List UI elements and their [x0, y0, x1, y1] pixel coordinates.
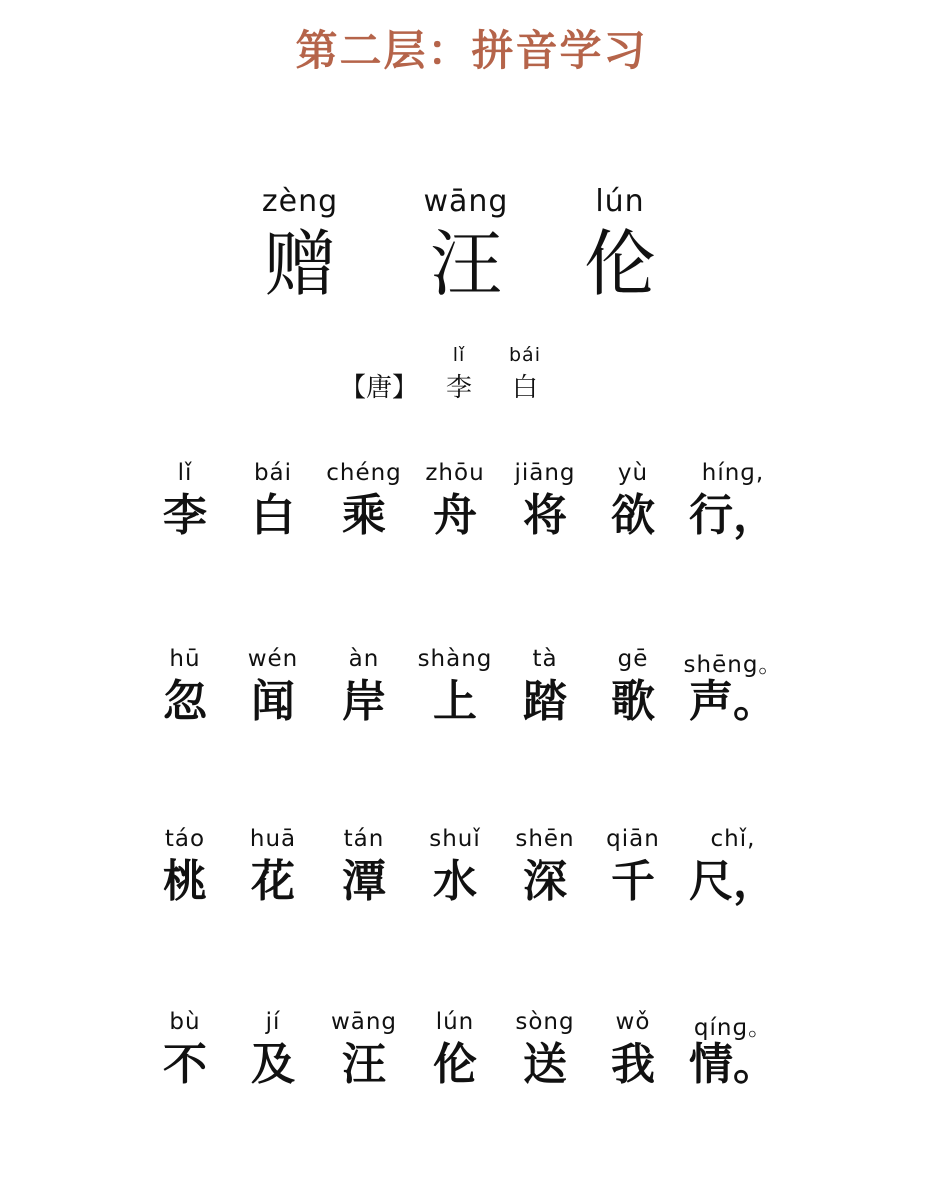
- poem-character: 忽: [163, 676, 207, 727]
- title-character: 汪: [429, 222, 502, 306]
- poem-pinyin: shēn: [515, 826, 575, 852]
- poem-pinyin: jí: [265, 1009, 281, 1035]
- author-pinyin: bái: [509, 344, 541, 366]
- poem-pinyin: tán: [343, 826, 385, 852]
- poem-pinyin: zhōu: [425, 460, 485, 486]
- poem-character: 白: [251, 490, 295, 541]
- poem-pinyin: gē: [617, 646, 649, 672]
- title-character: 伦: [583, 222, 656, 306]
- poem-pinyin: táo: [164, 826, 206, 852]
- author-character: 白: [511, 373, 538, 403]
- poem-character: 不: [163, 1039, 207, 1090]
- poem-character: 及: [251, 1039, 295, 1090]
- author-dynasty: 【唐】: [340, 373, 419, 403]
- poem-pinyin: qiān: [606, 826, 660, 852]
- poem-character: 汪: [342, 1039, 386, 1090]
- poem-pinyin: hū: [169, 646, 201, 672]
- author-pinyin: lǐ: [452, 344, 466, 366]
- poem-character: 舟: [433, 490, 477, 541]
- poem-pinyin: jiāng: [514, 460, 576, 486]
- title-character: 赠: [263, 222, 336, 306]
- poem-character: 岸: [342, 676, 386, 727]
- poem-pinyin: yù: [617, 460, 649, 486]
- author-character: 李: [445, 373, 472, 403]
- poem-character: 闻: [251, 676, 295, 727]
- poem-pinyin: àn: [348, 646, 380, 672]
- poem-pinyin: qínɡ。: [693, 1015, 773, 1041]
- poem-character: 李: [163, 490, 207, 541]
- poem-pinyin: lún: [435, 1009, 475, 1035]
- poem-character: 花: [251, 856, 295, 907]
- poem-character: 水: [433, 856, 477, 907]
- poem-character: 桃: [163, 856, 207, 907]
- poem-pinyin: bái: [253, 460, 293, 486]
- page-header: 第二层：拼音学习: [295, 26, 648, 75]
- poem-pinyin: shēng。: [683, 652, 783, 678]
- poem-character: 深: [523, 856, 567, 907]
- poem-pinyin: hínɡ,: [701, 460, 765, 486]
- poem-pinyin: chéng: [326, 460, 402, 486]
- poem-character: 欲: [611, 490, 655, 541]
- poem-character: 踏: [523, 676, 567, 727]
- poem-pinyin: sòng: [515, 1009, 575, 1035]
- poem-pinyin: wāng: [330, 1009, 398, 1035]
- poem-character: 上: [433, 676, 477, 727]
- poem-pinyin: lǐ: [177, 460, 193, 486]
- poem-pinyin: shàng: [417, 646, 493, 672]
- poem-character: 乘: [342, 490, 386, 541]
- poem-pinyin: huā: [249, 826, 297, 852]
- poem-character: 情。: [689, 1039, 777, 1090]
- poem-character: 我: [611, 1039, 655, 1090]
- poem-character: 尺，: [689, 856, 777, 907]
- poem-pinyin: chǐ,: [710, 826, 756, 852]
- poem-pinyin: tà: [532, 646, 558, 672]
- poem-pinyin: shuǐ: [429, 826, 481, 852]
- poem-character: 千: [611, 856, 655, 907]
- poem-pinyin: wǒ: [615, 1009, 651, 1035]
- poem-character: 送: [523, 1039, 567, 1090]
- poem-character: 行，: [689, 490, 777, 541]
- poem-character: 声。: [689, 676, 777, 727]
- poem-character: 伦: [433, 1039, 477, 1090]
- poem-pinyin: bù: [169, 1009, 201, 1035]
- title-pinyin: wāng: [423, 184, 509, 219]
- title-pinyin: zèng: [261, 184, 339, 219]
- title-pinyin: lún: [595, 184, 645, 219]
- poem-pinyin: wén: [247, 646, 299, 672]
- poem-character: 将: [523, 490, 567, 541]
- poem-character: 潭: [342, 856, 386, 907]
- poem-character: 歌: [611, 676, 655, 727]
